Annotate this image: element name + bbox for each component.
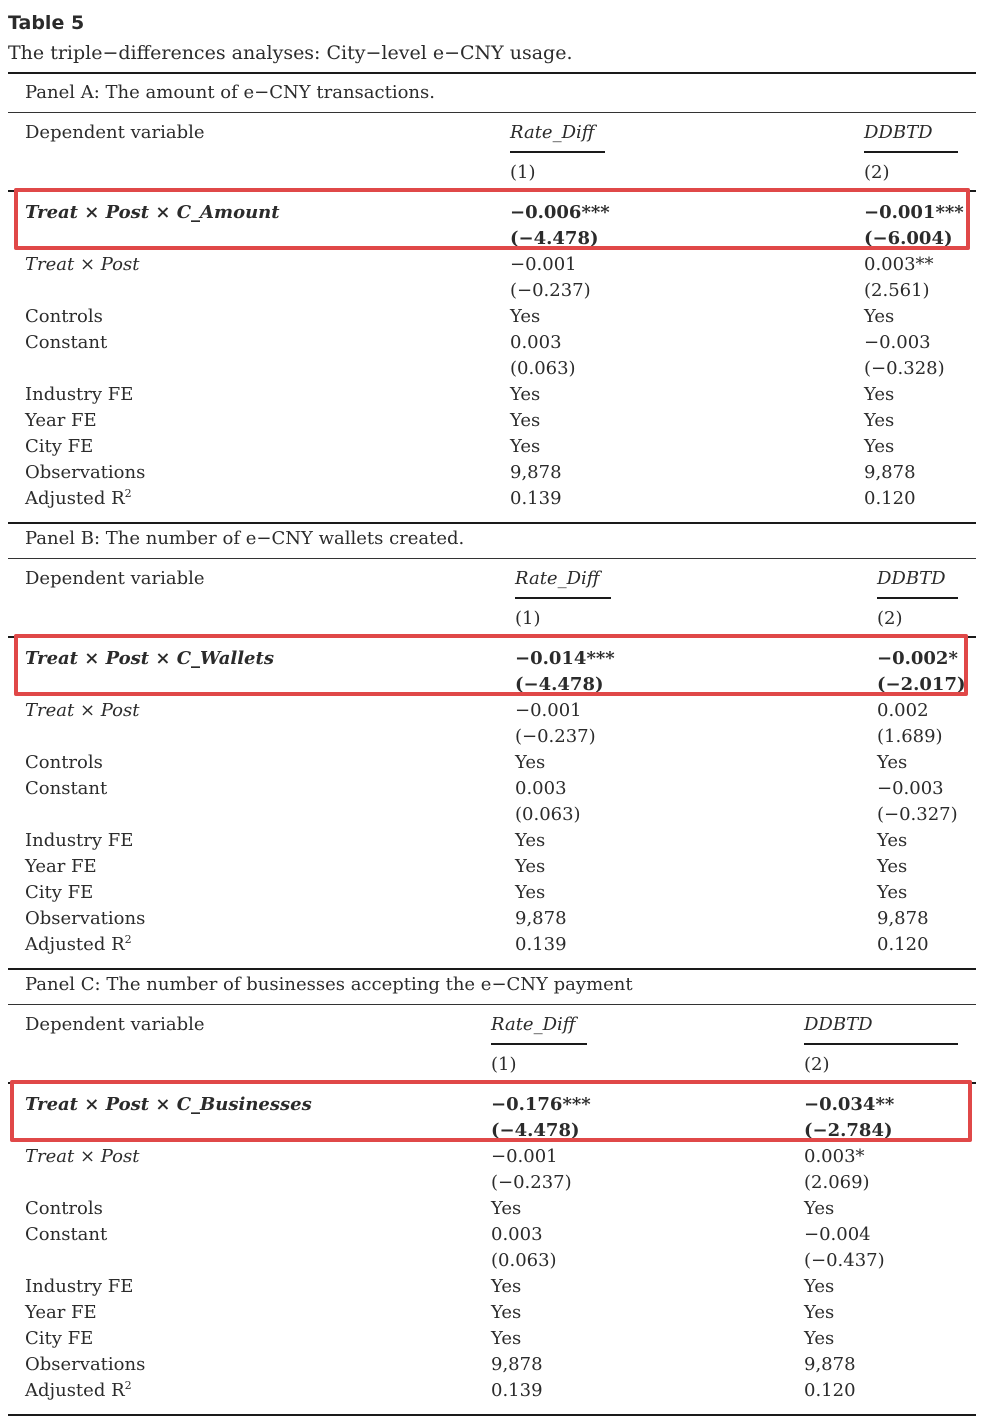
top-rule xyxy=(8,72,976,74)
cell-tstat: (−0.237) xyxy=(491,1172,572,1193)
panel-title: Panel C: The number of businesses accepting the e−CNY payment xyxy=(25,974,633,995)
cell-value: 9,878 xyxy=(515,908,567,929)
column-number: (2) xyxy=(864,162,890,183)
cell-value: Yes xyxy=(510,436,541,457)
adjusted-r2-label-wrap xyxy=(25,1380,132,1402)
year-fe-row-label: Year FE xyxy=(25,1302,97,1323)
panel-title: Panel B: The number of e−CNY wallets created. xyxy=(25,528,465,549)
cell-tstat: (−4.478) xyxy=(491,1120,580,1141)
cell-value: Yes xyxy=(515,882,546,903)
cell-tstat: (−4.478) xyxy=(510,228,599,249)
cell-value: 9,878 xyxy=(864,462,916,483)
column-header-ddbtd: DDBTD xyxy=(804,1014,873,1035)
controls-row-label: Controls xyxy=(25,306,103,327)
column-number: (2) xyxy=(877,608,903,629)
cell-value: 9,878 xyxy=(877,908,929,929)
cell-value: −0.034** xyxy=(804,1094,895,1115)
adjusted-r2-label-wrap xyxy=(25,488,132,510)
cell-value: Yes xyxy=(491,1328,522,1349)
cell-value: 9,878 xyxy=(804,1354,856,1375)
adjusted-r2-superscript: 2 xyxy=(124,933,132,946)
cell-value: 0.003 xyxy=(510,332,562,353)
industry-fe-row-label: Industry FE xyxy=(25,1276,134,1297)
constant-row-label: Constant xyxy=(25,332,108,353)
cell-tstat: (−2.784) xyxy=(804,1120,893,1141)
header-underline xyxy=(491,1043,587,1045)
cell-value: Yes xyxy=(877,830,908,851)
industry-fe-row-label: Industry FE xyxy=(25,384,134,405)
cell-value: Yes xyxy=(864,306,895,327)
header-underline xyxy=(515,597,611,599)
panel-bottom-rule xyxy=(8,968,976,970)
column-number: (2) xyxy=(804,1054,830,1075)
cell-value: Yes xyxy=(804,1302,835,1323)
city-fe-row-label: City FE xyxy=(25,882,94,903)
cell-value: Yes xyxy=(491,1302,522,1323)
column-number: (1) xyxy=(491,1054,517,1075)
cell-value: Yes xyxy=(864,436,895,457)
cell-tstat: (0.063) xyxy=(491,1250,557,1271)
table-label: Table 5 xyxy=(8,12,85,34)
panel-title-rule xyxy=(8,1004,976,1005)
cell-value: Yes xyxy=(491,1198,522,1219)
cell-value: Yes xyxy=(804,1328,835,1349)
column-header-ddbtd: DDBTD xyxy=(877,568,946,589)
cell-value: Yes xyxy=(804,1198,835,1219)
cell-value: 0.120 xyxy=(877,934,929,955)
observations-row-label: Observations xyxy=(25,1354,146,1375)
cell-value: 9,878 xyxy=(510,462,562,483)
column-number: (1) xyxy=(515,608,541,629)
treat-post-row-label: Treat × Post xyxy=(25,700,140,721)
controls-row-label: Controls xyxy=(25,1198,103,1219)
header-underline xyxy=(877,597,958,599)
highlight-box xyxy=(14,188,970,250)
year-fe-row-label: Year FE xyxy=(25,410,97,431)
cell-value: Yes xyxy=(515,752,546,773)
cell-value: Yes xyxy=(515,856,546,877)
column-header-rate-diff: Rate_Diff xyxy=(491,1014,576,1035)
cell-value: Yes xyxy=(510,306,541,327)
cell-value: 9,878 xyxy=(491,1354,543,1375)
adjusted-r2-superscript: 2 xyxy=(124,1379,132,1392)
cell-tstat: (0.063) xyxy=(510,358,576,379)
interaction-row-label: Treat × Post × C_Businesses xyxy=(25,1094,312,1115)
cell-value: Yes xyxy=(864,384,895,405)
cell-value: 0.002 xyxy=(877,700,929,721)
cell-value: 0.139 xyxy=(510,488,562,509)
cell-tstat: (−0.237) xyxy=(515,726,596,747)
cell-value: −0.001*** xyxy=(864,202,964,223)
city-fe-row-label: City FE xyxy=(25,1328,94,1349)
panel-bottom-rule xyxy=(8,1414,976,1416)
cell-value: Yes xyxy=(515,830,546,851)
treat-post-row-label: Treat × Post xyxy=(25,254,140,275)
highlight-box xyxy=(14,634,968,696)
controls-row-label: Controls xyxy=(25,752,103,773)
cell-tstat: (2.561) xyxy=(864,280,930,301)
cell-tstat: (2.069) xyxy=(804,1172,870,1193)
cell-value: Yes xyxy=(877,752,908,773)
cell-value: Yes xyxy=(491,1276,522,1297)
cell-value: −0.001 xyxy=(510,254,577,275)
cell-value: Yes xyxy=(877,856,908,877)
interaction-row-label: Treat × Post × C_Wallets xyxy=(25,648,274,669)
cell-value: −0.014*** xyxy=(515,648,615,669)
column-header-ddbtd: DDBTD xyxy=(864,122,933,143)
cell-tstat: (1.689) xyxy=(877,726,943,747)
highlight-box xyxy=(10,1080,972,1142)
cell-value: −0.002* xyxy=(877,648,958,669)
cell-value: −0.001 xyxy=(491,1146,558,1167)
cell-value: Yes xyxy=(864,410,895,431)
cell-value: Yes xyxy=(510,384,541,405)
cell-value: 0.120 xyxy=(804,1380,856,1401)
adjusted-r2-label: Adjusted R xyxy=(25,488,125,509)
cell-tstat: (−0.237) xyxy=(510,280,591,301)
cell-tstat: (−0.327) xyxy=(877,804,958,825)
adjusted-r2-label-wrap xyxy=(25,934,132,956)
cell-value: 0.003* xyxy=(804,1146,865,1167)
panel-bottom-rule xyxy=(8,522,976,524)
observations-row-label: Observations xyxy=(25,462,146,483)
cell-value: 0.139 xyxy=(491,1380,543,1401)
cell-value: −0.176*** xyxy=(491,1094,591,1115)
cell-value: −0.001 xyxy=(515,700,582,721)
dependent-variable-label: Dependent variable xyxy=(25,1014,205,1035)
adjusted-r2-superscript: 2 xyxy=(124,487,132,500)
cell-value: Yes xyxy=(510,410,541,431)
observations-row-label: Observations xyxy=(25,908,146,929)
header-underline xyxy=(804,1043,958,1045)
cell-tstat: (−0.437) xyxy=(804,1250,885,1271)
column-header-rate-diff: Rate_Diff xyxy=(510,122,595,143)
panel-title-rule xyxy=(8,112,976,113)
city-fe-row-label: City FE xyxy=(25,436,94,457)
cell-tstat: (−0.328) xyxy=(864,358,945,379)
cell-value: 0.139 xyxy=(515,934,567,955)
constant-row-label: Constant xyxy=(25,1224,108,1245)
interaction-row-label: Treat × Post × C_Amount xyxy=(25,202,280,223)
panel-title-rule xyxy=(8,558,976,559)
cell-value: −0.003 xyxy=(864,332,931,353)
table-caption: The triple−differences analyses: City−level e−CNY usage. xyxy=(8,42,573,64)
cell-tstat: (−2.017) xyxy=(877,674,966,695)
cell-value: −0.006*** xyxy=(510,202,610,223)
panel-title: Panel A: The amount of e−CNY transactions. xyxy=(25,82,435,103)
cell-tstat: (0.063) xyxy=(515,804,581,825)
cell-tstat: (−4.478) xyxy=(515,674,604,695)
header-underline xyxy=(510,151,605,153)
dependent-variable-label: Dependent variable xyxy=(25,122,205,143)
cell-value: 0.003 xyxy=(515,778,567,799)
adjusted-r2-label: Adjusted R xyxy=(25,934,125,955)
column-number: (1) xyxy=(510,162,536,183)
year-fe-row-label: Year FE xyxy=(25,856,97,877)
cell-value: −0.003 xyxy=(877,778,944,799)
dependent-variable-label: Dependent variable xyxy=(25,568,205,589)
column-header-rate-diff: Rate_Diff xyxy=(515,568,600,589)
treat-post-row-label: Treat × Post xyxy=(25,1146,140,1167)
cell-tstat: (−6.004) xyxy=(864,228,953,249)
cell-value: 0.003** xyxy=(864,254,934,275)
constant-row-label: Constant xyxy=(25,778,108,799)
industry-fe-row-label: Industry FE xyxy=(25,830,134,851)
cell-value: 0.120 xyxy=(864,488,916,509)
header-underline xyxy=(864,151,958,153)
cell-value: Yes xyxy=(877,882,908,903)
adjusted-r2-label: Adjusted R xyxy=(25,1380,125,1401)
cell-value: 0.003 xyxy=(491,1224,543,1245)
cell-value: Yes xyxy=(804,1276,835,1297)
cell-value: −0.004 xyxy=(804,1224,871,1245)
